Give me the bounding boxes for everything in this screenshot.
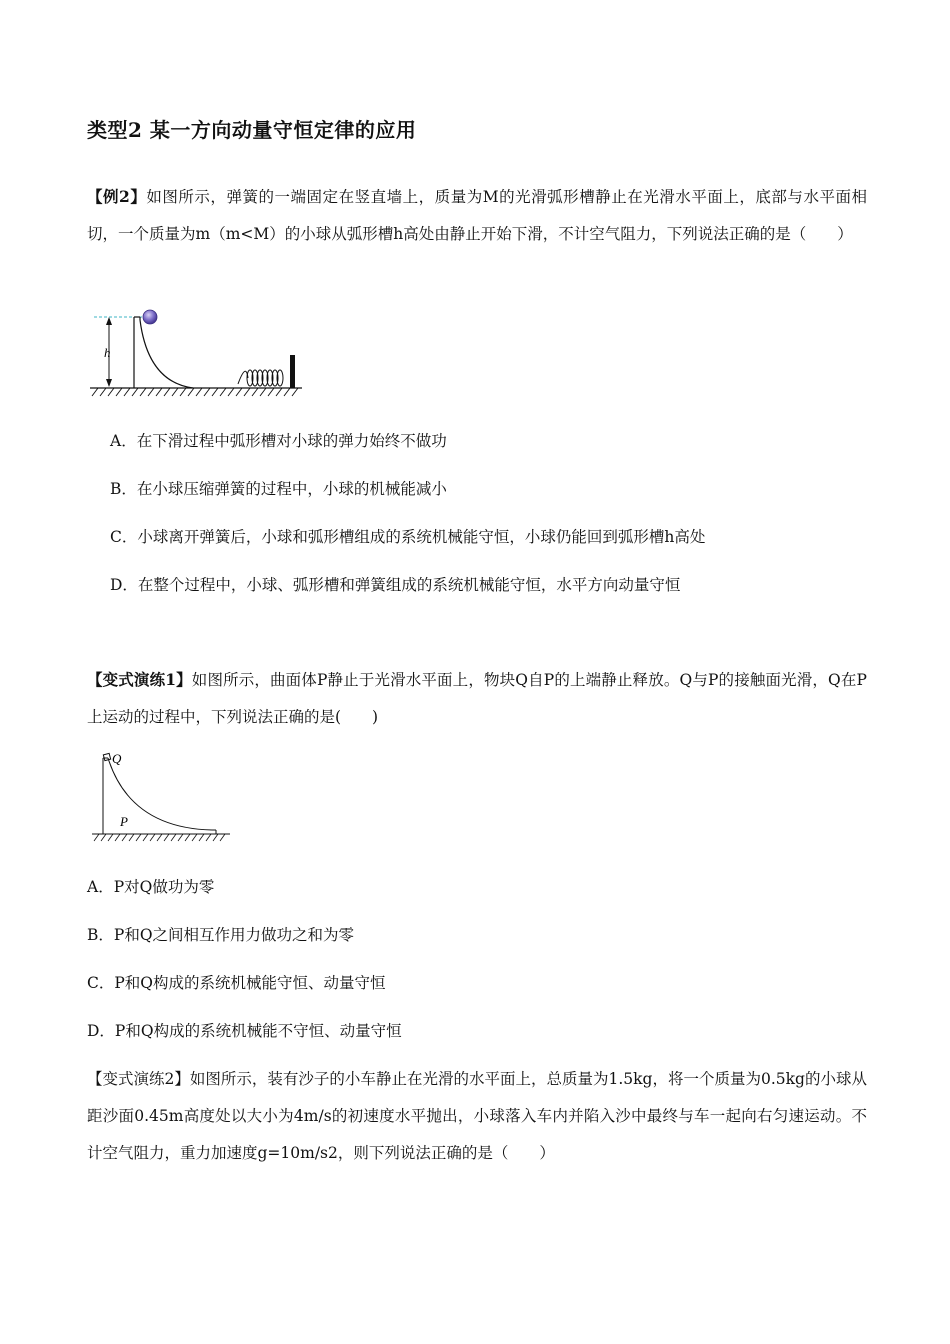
example2-question xyxy=(87,178,867,253)
height-label: h xyxy=(104,345,111,360)
variant1-stem: 如图所示，曲面体P静止于光滑水平面上，物块Q自P的上端静止释放。Q与P的接触面光滑，Q在P上运动的过程中，下列说法正确的是( ) xyxy=(87,671,867,726)
example2-tag: 【例2】 xyxy=(87,187,147,206)
variant1-tag: 【变式演练1】 xyxy=(87,670,192,689)
variant1-option-d: D．P和Q构成的系统机械能不守恒、动量守恒 xyxy=(87,1022,402,1040)
variant1-question xyxy=(87,661,867,736)
example2-option-a: A．在下滑过程中弧形槽对小球的弹力始终不做功 xyxy=(110,432,447,450)
example2-option-c: C．小球离开弹簧后，小球和弧形槽组成的系统机械能守恒，小球仍能回到弧形槽h高处 xyxy=(110,528,706,546)
variant1-option-c: C．P和Q构成的系统机械能守恒、动量守恒 xyxy=(87,974,386,992)
example2-option-b: B．在小球压缩弹簧的过程中，小球的机械能减小 xyxy=(110,480,447,498)
variant2-stem: 如图所示，装有沙子的小车静止在光滑的水平面上，总质量为1.5kg，将一个质量为0.5kg的小球从距沙面0.45m高度处以大小为4m/s的初速度水平抛出，小球落入车内并陷入沙中最终与车一起向右匀速运动。不计空气阻力，重力加速度g=10m/s2，则下列说法正确的是（ ） xyxy=(87,1070,867,1162)
example2-stem: 如图所示，弹簧的一端固定在竖直墙上，质量为M的光滑弧形槽静止在光滑水平面上，底部与水平面相切，一个质量为m（m<M）的小球从弧形槽h高处由静止开始下滑，不计空气阻力，下列说法正确的是（ ） xyxy=(87,188,867,243)
variant2-tag: 【变式演练2】 xyxy=(87,1070,190,1088)
ball-icon xyxy=(143,310,157,324)
variant1-option-b: B．P和Q之间相互作用力做功之和为零 xyxy=(87,926,355,944)
p-label: P xyxy=(120,814,128,829)
variant1-figure xyxy=(90,748,240,848)
example2-option-d: D．在整个过程中，小球、弧形槽和弹簧组成的系统机械能守恒，水平方向动量守恒 xyxy=(110,576,681,594)
variant2-question xyxy=(87,1061,867,1172)
example2-figure xyxy=(88,300,308,400)
variant1-option-a: A．P对Q做功为零 xyxy=(87,878,215,896)
q-label: Q xyxy=(112,751,122,766)
section-title: 类型2 某一方向动量守恒定律的应用 xyxy=(87,118,417,142)
